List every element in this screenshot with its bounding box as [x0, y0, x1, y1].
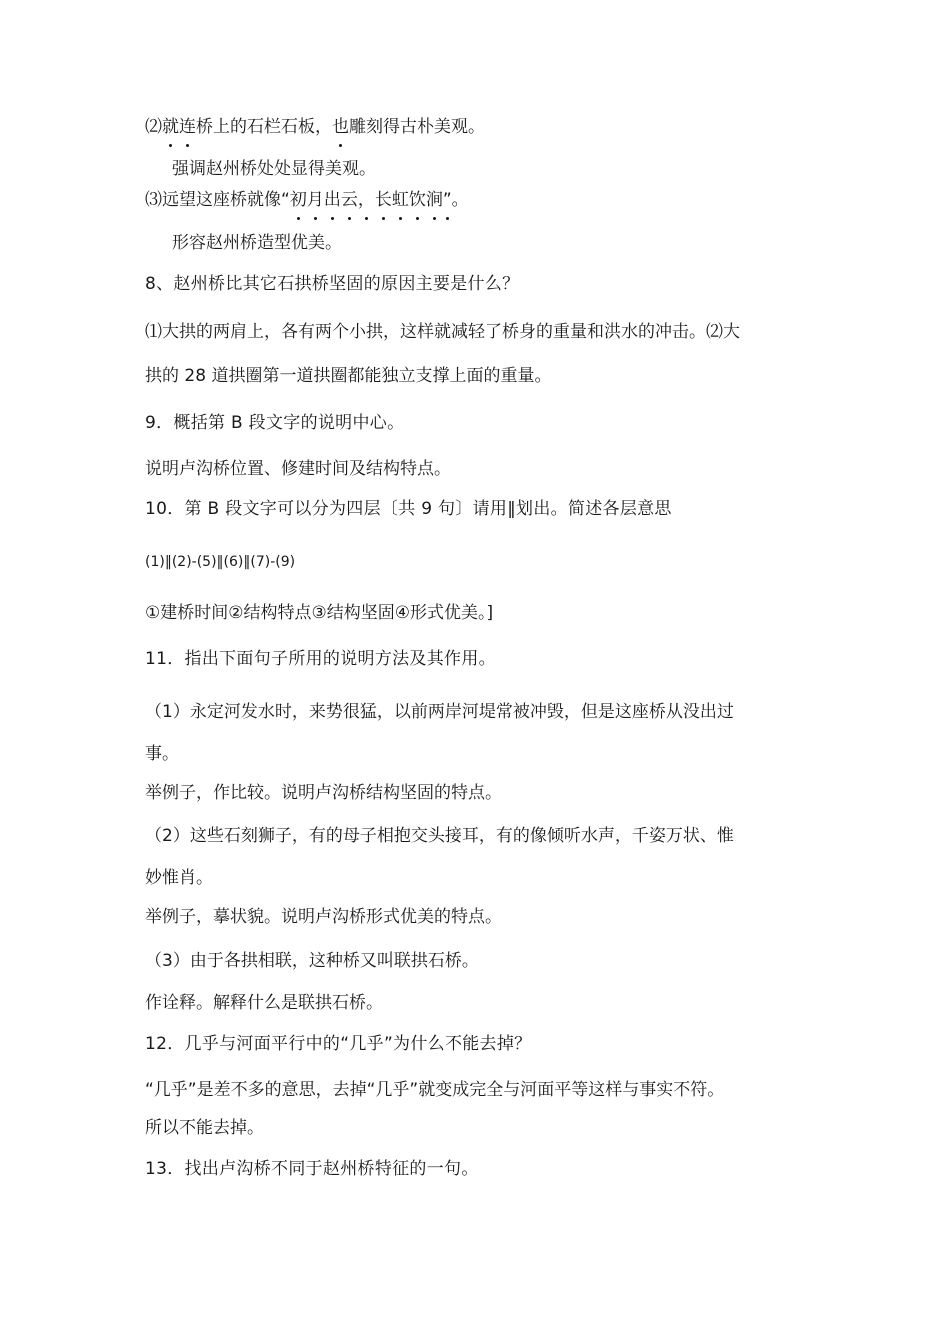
answer-line: 事。	[145, 744, 179, 764]
answer-line: “几乎”是差不多的意思，去掉“几乎”就变成完全与河面平等这样与事实不符。	[145, 1080, 725, 1100]
answer-line: 形容赵州桥造型优美。	[172, 233, 342, 253]
emphasis-dot-char: 长	[374, 190, 392, 210]
emphasis-dot-char: ”	[442, 190, 452, 210]
answer-line: 说明卢沟桥位置、修建时间及结构特点。	[145, 459, 451, 479]
question-9: 9．概括第 B 段文字的说明中心。	[145, 413, 405, 433]
emphasis-dot-char: 虹	[391, 190, 409, 210]
answer-line: （2）这些石刻狮子，有的母子相抱交头接耳，有的像倾听水声，千姿万状、惟	[145, 826, 734, 846]
emphasis-dot-char: 云	[340, 190, 358, 210]
answer-line: 拱的 28 道拱圈第一道拱圈都能独立支撑上面的重量。	[145, 366, 552, 386]
question-13: 13．找出卢沟桥不同于赵州桥特征的一句。	[145, 1159, 479, 1179]
emphasis-dot-char: 饮	[408, 190, 426, 210]
answer-line: ⑵就连桥上的石栏石板，也雕刻得古朴美观。	[145, 117, 485, 137]
question-11: 11．指出下面句子所用的说明方法及其作用。	[145, 649, 496, 669]
emphasis-dot-char: 涧	[425, 190, 443, 210]
answer-line: 举例子，摹状貌。说明卢沟桥形式优美的特点。	[145, 907, 502, 927]
answer-line: （1）永定河发水时，来势很猛，以前两岸河堤常被冲毁，但是这座桥从没出过	[145, 702, 734, 722]
answer-line: ①建桥时间②结构特点③结构坚固④形式优美。]	[145, 603, 494, 623]
emphasis-dot-char: 就	[162, 117, 179, 137]
answer-line: ⑶远望这座桥就像“初月出云，长虹饮涧”。	[145, 190, 469, 210]
question-8: 8、赵州桥比其它石拱桥坚固的原因主要是什么？	[145, 274, 520, 294]
question-12: 12．几乎与河面平行中的“几乎”为什么不能去掉？	[145, 1034, 532, 1054]
emphasis-dot-char: 出	[323, 190, 341, 210]
answer-line: 作诠释。解释什么是联拱石桥。	[145, 993, 383, 1013]
emphasis-dot-char: 初	[289, 190, 307, 210]
answer-line: ⑴大拱的两肩上，各有两个小拱，这样就减轻了桥身的重量和洪水的冲击。⑵大	[145, 322, 740, 342]
question-10: 10．第 B 段文字可以分为四层〔共 9 句〕请用‖划出。简述各层意思	[145, 499, 672, 519]
answer-line: 所以不能去掉。	[145, 1118, 264, 1138]
emphasis-dot-char: 月	[306, 190, 324, 210]
emphasis-dot-char: 也	[332, 117, 349, 137]
answer-line: 强调赵州桥处处显得美观。	[172, 159, 376, 179]
answer-line: (1)‖(2)-(5)‖(6)‖(7)-(9)	[145, 554, 296, 570]
answer-line: 举例子，作比较。说明卢沟桥结构坚固的特点。	[145, 783, 502, 803]
answer-line: 妙惟肖。	[145, 868, 213, 888]
emphasis-dot-char: ，	[357, 190, 375, 210]
emphasis-dot-char: 连	[179, 117, 196, 137]
answer-line: （3）由于各拱相联，这种桥又叫联拱石桥。	[145, 951, 479, 971]
